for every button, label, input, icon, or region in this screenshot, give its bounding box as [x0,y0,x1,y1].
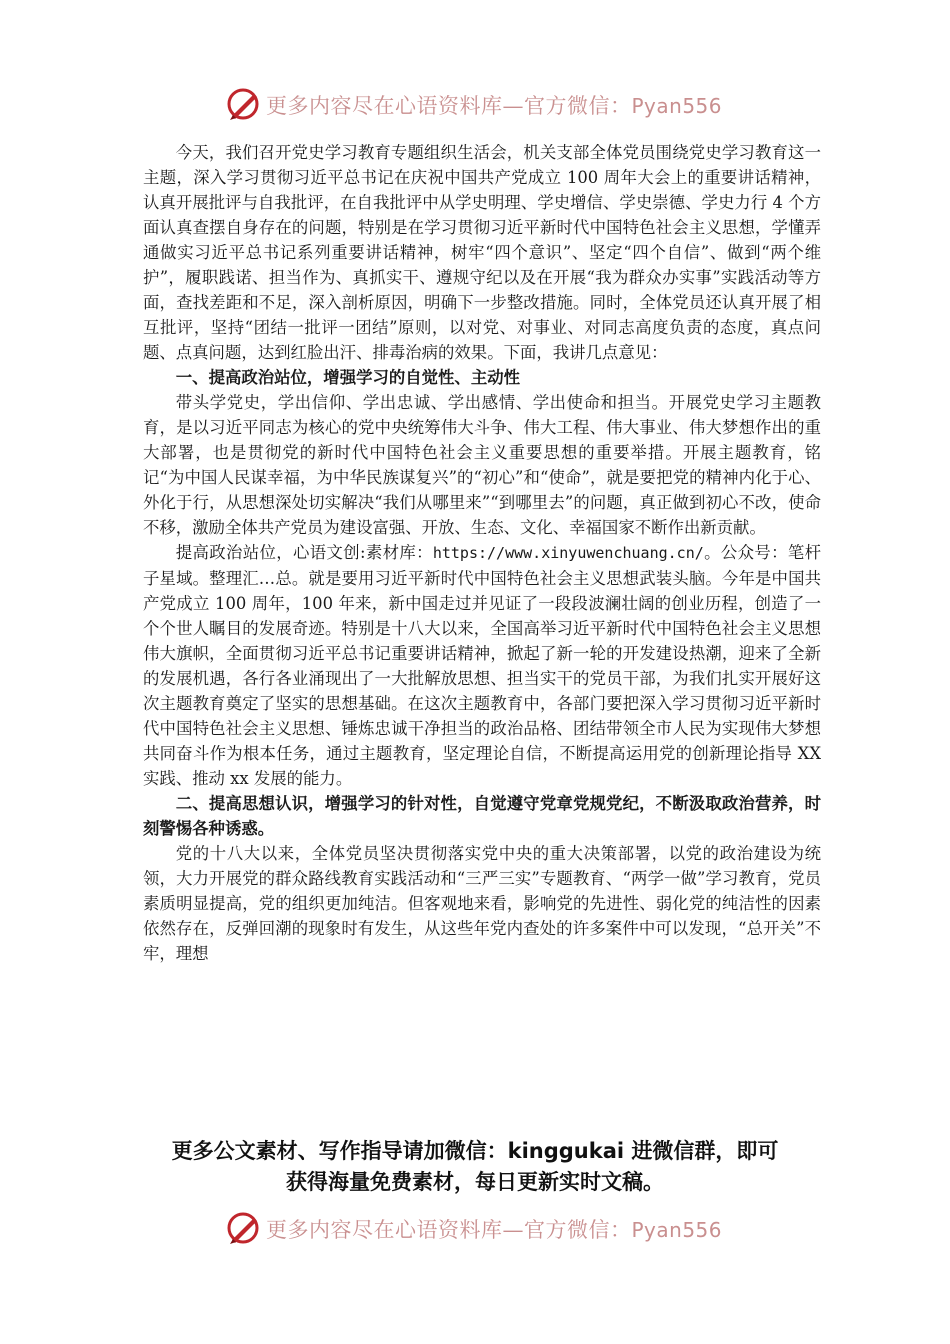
section-heading-2: 二、提高思想认识，增强学习的针对性，自觉遵守党章党规党纪，不断汲取政治营养，时刻警惕各种诱惑。 [143,794,821,838]
paragraph-since-18th-congress: 党的十八大以来，全体党员坚决贯彻落实党中央的重大决策部署，以党的政治建设为统领，大力开展党的群众路线教育实践活动和“三严三实”专题教育、“两学一做”学习教育，党员素质明显提高，党的组织更加纯洁。但客观地来看，影响党的先进性、弱化党的纯洁性的因素依然存在，反弹回潮的现象时有发生，从这些年党内查处的许多案件中可以发现，“总开关”不牢，理想 [143,844,821,963]
promo-line-1: 更多公文素材、写作指导请加微信：kinggukai 进微信群，即可 [171,1139,779,1163]
paragraph-political-stance: 提高政治站位，心语文创:素材库：https://www.xinyuwenchuang.cn/。公众号：笔杆子星域。整理汇…总。就是要用习近平新时代中国特色社会主义思想武装头脑。今年是中国共产党成立 100 周年，100 年来，新中国走过并见证了一段段波澜壮阔的创业历程，创造了一个个世人瞩目的发展奇迹。特别是十八大以来，全国高举习近平新时代中国特色社会主义思想伟大旗帜，全面贯彻习近平总书记重要讲话精神，掀起了新一轮的开发建设热潮，迎来了全新的发展机遇，各行各业涌现出了一大批解放思想、担当实干的党员干部，为我们扎实开展好这次主题教育奠定了坚实的思想基础。在这次主题教育中，各部门要把深入学习贯彻习近平新时代中国特色社会主义思想、锤炼忠诚干净担当的政治品格、团结带领全市人民为实现伟大梦想共同奋斗作为根本任务，通过主题教育，坚定理论自信，不断提高运用党的创新理论指导 XX 实践、推动 xx 发展的能力。 [143,543,821,788]
paragraph-intro: 今天，我们召开党史学习教育专题组织生活会，机关支部全体党员围绕党史学习教育这一主题，深入学习贯彻习近平总书记在庆祝中国共产党成立 100 周年大会上的重要讲话精神，认真开展批评与自我批评，在自我批评中从学史明理、学史增信、学史崇德、学史力行 4 个方面认真查摆自身存在的问题，特别是在学习贯彻习近平新时代中国特色社会主义思想，学懂弄通做实习近平总书记系列重要讲话精神，树牢“四个意识”、坚定“四个自信”、做到“两个维护”，履职践诺、担当作为、真抓实干、遵规守纪以及在开展“我为群众办实事”实践活动等方面，查找差距和不足，深入剖析原因，明确下一步整改措施。同时，全体党员还认真开展了相互批评，坚持“团结一批评一团结”原则，以对党、对事业、对同志高度负责的态度，真点问题、点真问题，达到红脸出汗、排毒治病的效果。下面，我讲几点意见： [143,143,821,362]
banner-text: 更多内容尽在心语资料库—官方微信：Pyan556 [266,94,723,118]
source-url-link[interactable]: https://www.xinyuwenchuang.cn/ [432,544,704,562]
footer-banner [0,1210,950,1246]
paragraph-party-history: 带头学党史，学出信仰、学出忠诚、学出感情、学出使命和担当。开展党史学习主题教育，是以习近平同志为核心的党中央统筹伟大斗争、伟大工程、伟大事业、伟大梦想作出的重大部署，也是贯彻党的新时代中国特色社会主义重要思想的重要举措。开展主题教育，铭记“为中国人民谋幸福，为中华民族谋复兴”的“初心”和“使命”，就是要把党的精神内化于心、外化于行，从思想深处切实解决“我们从哪里来”“到哪里去”的问题，真正做到初心不改，使命不移，激励全体共产党员为建设富强、开放、生态、文化、幸福国家不断作出新贡献。 [143,393,821,537]
promo-note [140,1136,810,1198]
pen-logo-icon [226,1210,262,1246]
banner-text: 更多内容尽在心语资料库—官方微信：Pyan556 [266,1218,723,1242]
pen-logo-icon [226,86,262,122]
section-heading-1: 一、提高政治站位，增强学习的自觉性、主动性 [175,368,520,387]
promo-line-2: 获得海量免费素材，每日更新实时文稿。 [286,1170,664,1194]
header-banner [0,86,950,122]
document-body [143,140,821,966]
